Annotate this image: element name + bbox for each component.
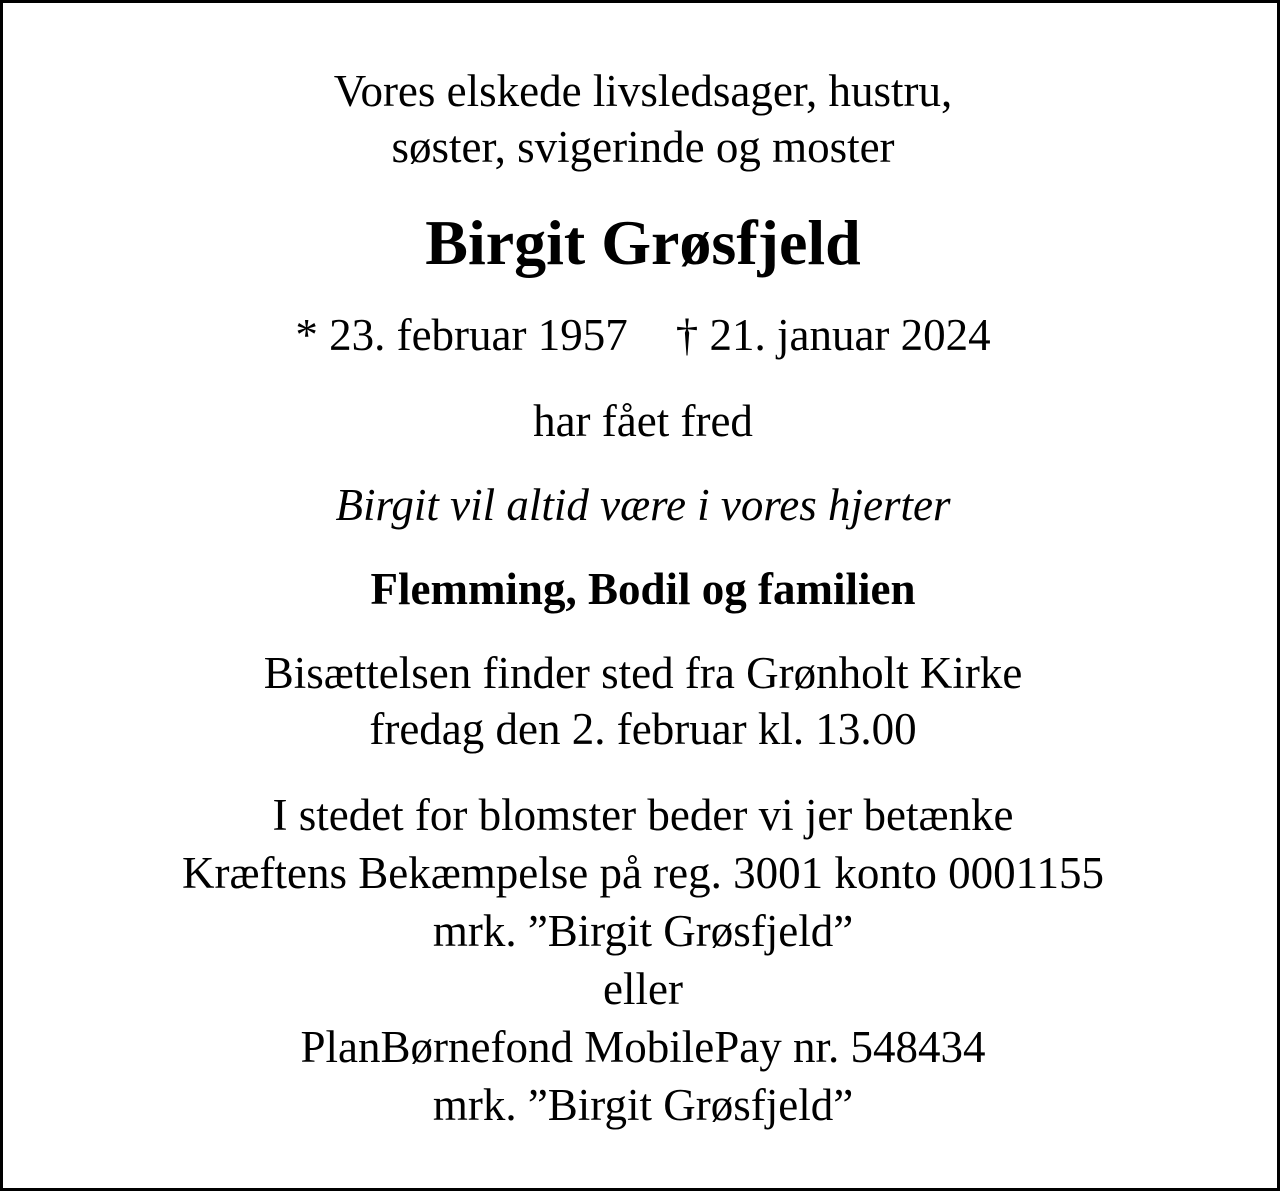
donation-line-5: PlanBørnefond MobilePay nr. 548434 <box>300 1022 986 1072</box>
donation-line-1: I stedet for blomster beder vi jer betænke <box>272 790 1014 840</box>
deceased-name: Birgit Grøsfjeld <box>425 207 861 278</box>
intro-line-1: Vores elskede livsledsager, hustru, <box>333 66 953 116</box>
memory-text: Birgit vil altid være i vores hjerter <box>335 480 951 530</box>
peace-text: har fået fred <box>533 396 753 446</box>
donation-line-6: mrk. ”Birgit Grøsfjeld” <box>432 1080 854 1130</box>
life-dates <box>3 310 1280 360</box>
donation-line-2: Kræftens Bekæmpelse på reg. 3001 konto 0001155 <box>182 848 1104 898</box>
donation-line-4: eller <box>603 964 683 1014</box>
donation-line-3: mrk. ”Birgit Grøsfjeld” <box>432 906 854 956</box>
intro-line-2: søster, svigerinde og moster <box>391 122 895 172</box>
funeral-line-1: Bisættelsen finder sted fra Grønholt Kirke <box>263 648 1023 698</box>
birth-date: * 23. februar 1957 <box>295 310 628 360</box>
death-date: † 21. januar 2024 <box>675 310 991 360</box>
funeral-line-2: fredag den 2. februar kl. 13.00 <box>369 704 917 754</box>
family-signature: Flemming, Bodil og familien <box>370 564 916 614</box>
